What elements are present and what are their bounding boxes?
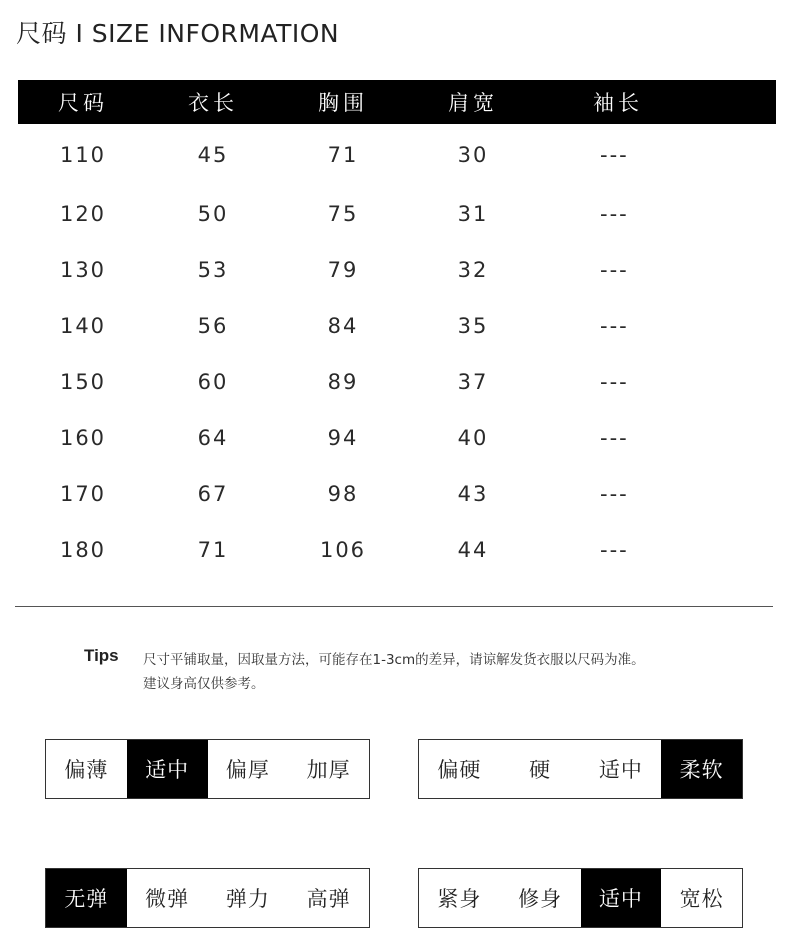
cell-size: 110: [59, 143, 107, 167]
cell-sleeve: ---: [600, 482, 629, 506]
table-row: [18, 410, 776, 466]
header-chest: 胸围: [278, 80, 408, 124]
fit-option: 修身: [518, 887, 563, 911]
fit-option: 适中: [581, 869, 662, 927]
cell-size: 160: [59, 426, 107, 450]
cell-length: 50: [197, 202, 229, 226]
table-row: [18, 298, 776, 354]
cell-chest: 89: [327, 370, 359, 394]
cell-chest: 71: [327, 143, 359, 167]
elasticity-option: 弹力: [225, 887, 270, 911]
fit-scale: [418, 868, 743, 928]
cell-size: 170: [59, 482, 107, 506]
cell-size: 150: [59, 370, 107, 394]
section-divider: [15, 606, 773, 607]
table-row: [18, 522, 776, 578]
cell-length: 56: [197, 314, 229, 338]
tips-text: [143, 648, 763, 696]
cell-sleeve: ---: [600, 538, 629, 562]
cell-length: 53: [197, 258, 229, 282]
cell-size: 140: [59, 314, 107, 338]
tips-label: Tips: [84, 646, 119, 665]
cell-shoulder: 32: [457, 258, 489, 282]
cell-length: 45: [197, 143, 229, 167]
header-length: 衣长: [148, 80, 278, 124]
thickness-option: 偏薄: [64, 758, 109, 782]
cell-shoulder: 37: [457, 370, 489, 394]
header-size: 尺码: [18, 80, 148, 124]
thickness-option: 适中: [127, 740, 208, 798]
page-title: 尺码 I SIZE INFORMATION: [16, 19, 340, 48]
cell-chest: 94: [327, 426, 359, 450]
cell-chest: 75: [327, 202, 359, 226]
softness-option: 柔软: [661, 740, 742, 798]
cell-length: 71: [197, 538, 229, 562]
cell-shoulder: 40: [457, 426, 489, 450]
cell-sleeve: ---: [600, 202, 629, 226]
table-row: [18, 354, 776, 410]
cell-chest: 84: [327, 314, 359, 338]
cell-shoulder: 35: [457, 314, 489, 338]
cell-sleeve: ---: [600, 143, 629, 167]
softness-option: 适中: [598, 758, 643, 782]
cell-length: 67: [197, 482, 229, 506]
thickness-scale: [45, 739, 370, 799]
tips-line-1: 尺寸平铺取量，因取量方法，可能存在1-3cm的差异，请谅解发货衣服以尺码为准。: [143, 652, 645, 668]
size-table: [18, 80, 776, 578]
cell-length: 60: [197, 370, 229, 394]
cell-shoulder: 43: [457, 482, 489, 506]
cell-shoulder: 30: [457, 143, 489, 167]
elasticity-scale: [45, 868, 370, 928]
table-row: [18, 124, 776, 186]
cell-sleeve: ---: [600, 258, 629, 282]
fit-option: 紧身: [437, 887, 482, 911]
softness-option: 硬: [529, 758, 552, 782]
cell-size: 120: [59, 202, 107, 226]
cell-chest: 106: [319, 538, 367, 562]
cell-sleeve: ---: [600, 426, 629, 450]
table-row: [18, 186, 776, 242]
cell-shoulder: 31: [457, 202, 489, 226]
elasticity-option: 高弹: [306, 887, 351, 911]
header-shoulder: 肩宽: [408, 80, 538, 124]
cell-length: 64: [197, 426, 229, 450]
cell-shoulder: 44: [457, 538, 489, 562]
cell-sleeve: ---: [600, 370, 629, 394]
cell-sleeve: ---: [600, 314, 629, 338]
table-row: [18, 466, 776, 522]
cell-size: 180: [59, 538, 107, 562]
elasticity-option: 微弹: [145, 887, 190, 911]
cell-chest: 98: [327, 482, 359, 506]
thickness-option: 加厚: [306, 758, 351, 782]
softness-option: 偏硬: [437, 758, 482, 782]
fit-option: 宽松: [679, 887, 724, 911]
thickness-option: 偏厚: [225, 758, 270, 782]
elasticity-option: 无弹: [46, 869, 127, 927]
cell-chest: 79: [327, 258, 359, 282]
table-header-row: [18, 80, 776, 124]
cell-size: 130: [59, 258, 107, 282]
header-sleeve: 袖长: [538, 80, 776, 124]
tips-line-2: 建议身高仅供参考。: [143, 676, 265, 692]
table-row: [18, 242, 776, 298]
softness-scale: [418, 739, 743, 799]
